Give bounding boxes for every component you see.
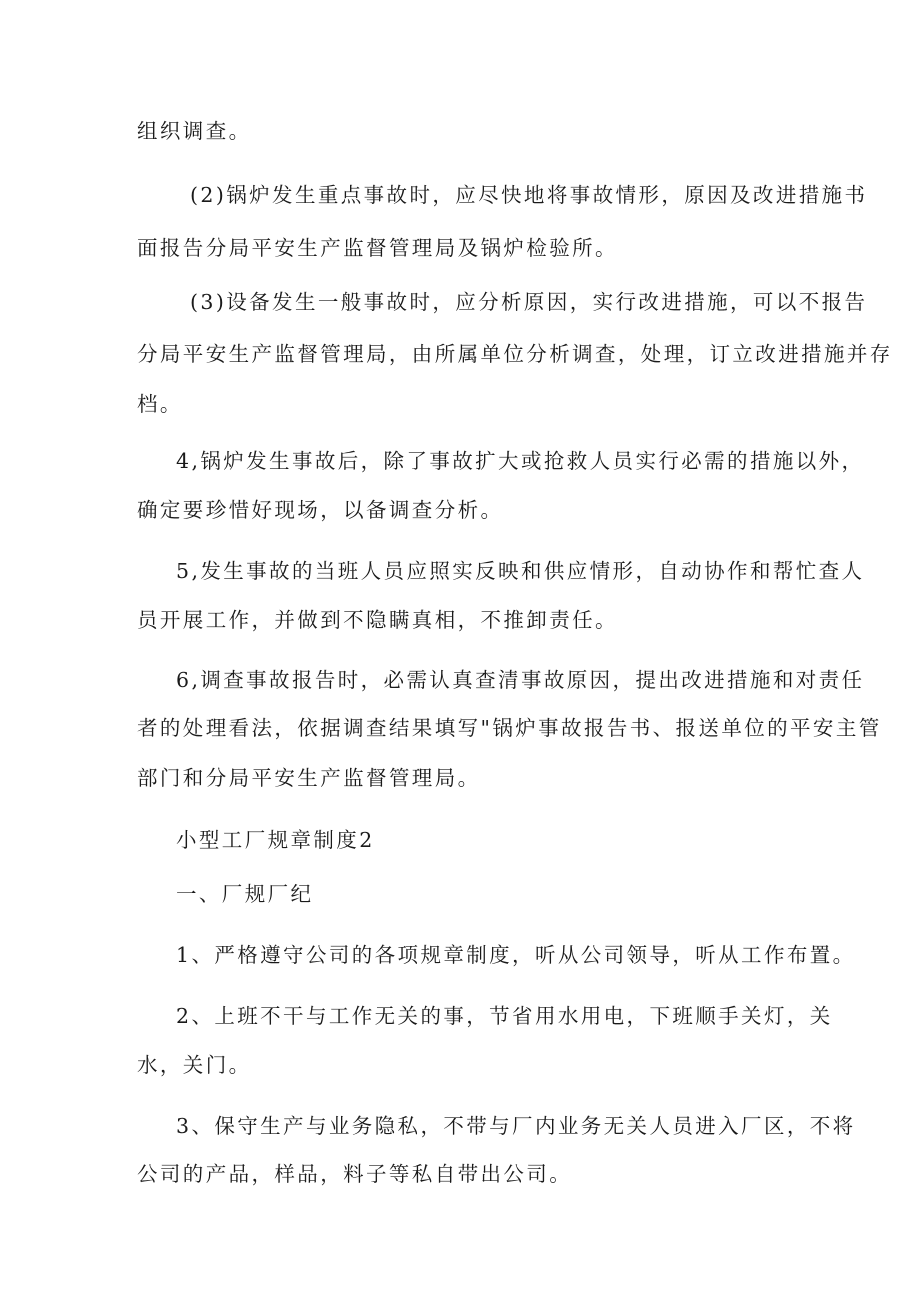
text-line: 确定要珍惜好现场，以备调查分析。 xyxy=(137,498,504,522)
text-line: 2、上班不干与工作无关的事，节省用水用电，下班顺手关灯，关 xyxy=(176,1004,833,1028)
section-heading: 一、厂规厂纪 xyxy=(176,882,314,906)
text-line: (3)设备发生一般事故时，应分析原因，实行改进措施，可以不报告 xyxy=(190,290,868,314)
text-line: 部门和分局平安生产监督管理局。 xyxy=(137,766,481,790)
text-line: 面报告分局平安生产监督管理局及锅炉检验所。 xyxy=(137,236,618,260)
text-line: 组织调查。 xyxy=(137,119,252,143)
text-line: 者的处理看法，依据调查结果填写"锅炉事故报告书、报送单位的平安主管 xyxy=(137,716,882,740)
section-title: 小型工厂规章制度2 xyxy=(176,828,375,852)
text-line: 4,锅炉发生事故后，除了事故扩大或抢救人员实行必需的措施以外， xyxy=(176,449,865,473)
text-line: 3、保守生产与业务隐私，不带与厂内业务无关人员进入厂区，不将 xyxy=(176,1114,856,1138)
text-line: 6,调查事故报告时，必需认真查清事故原因，提出改进措施和对责任 xyxy=(176,668,865,692)
text-line: (2)锅炉发生重点事故时，应尽快地将事故情形，原因及改进措施书 xyxy=(190,183,868,207)
text-line: 分局平安生产监督管理局，由所属单位分析调查，处理，订立改进措施并存 xyxy=(137,342,893,366)
text-line: 公司的产品，样品，料子等私自带出公司。 xyxy=(137,1162,573,1186)
text-line: 水，关门。 xyxy=(137,1053,252,1077)
text-line: 5,发生事故的当班人员应照实反映和供应情形，自动协作和帮忙查人 xyxy=(176,559,865,583)
text-line: 1、严格遵守公司的各项规章制度，听从公司领导，听从工作布置。 xyxy=(176,943,856,967)
text-line: 员开展工作，并做到不隐瞒真相，不推卸责任。 xyxy=(137,608,618,632)
text-line: 档。 xyxy=(137,392,183,416)
